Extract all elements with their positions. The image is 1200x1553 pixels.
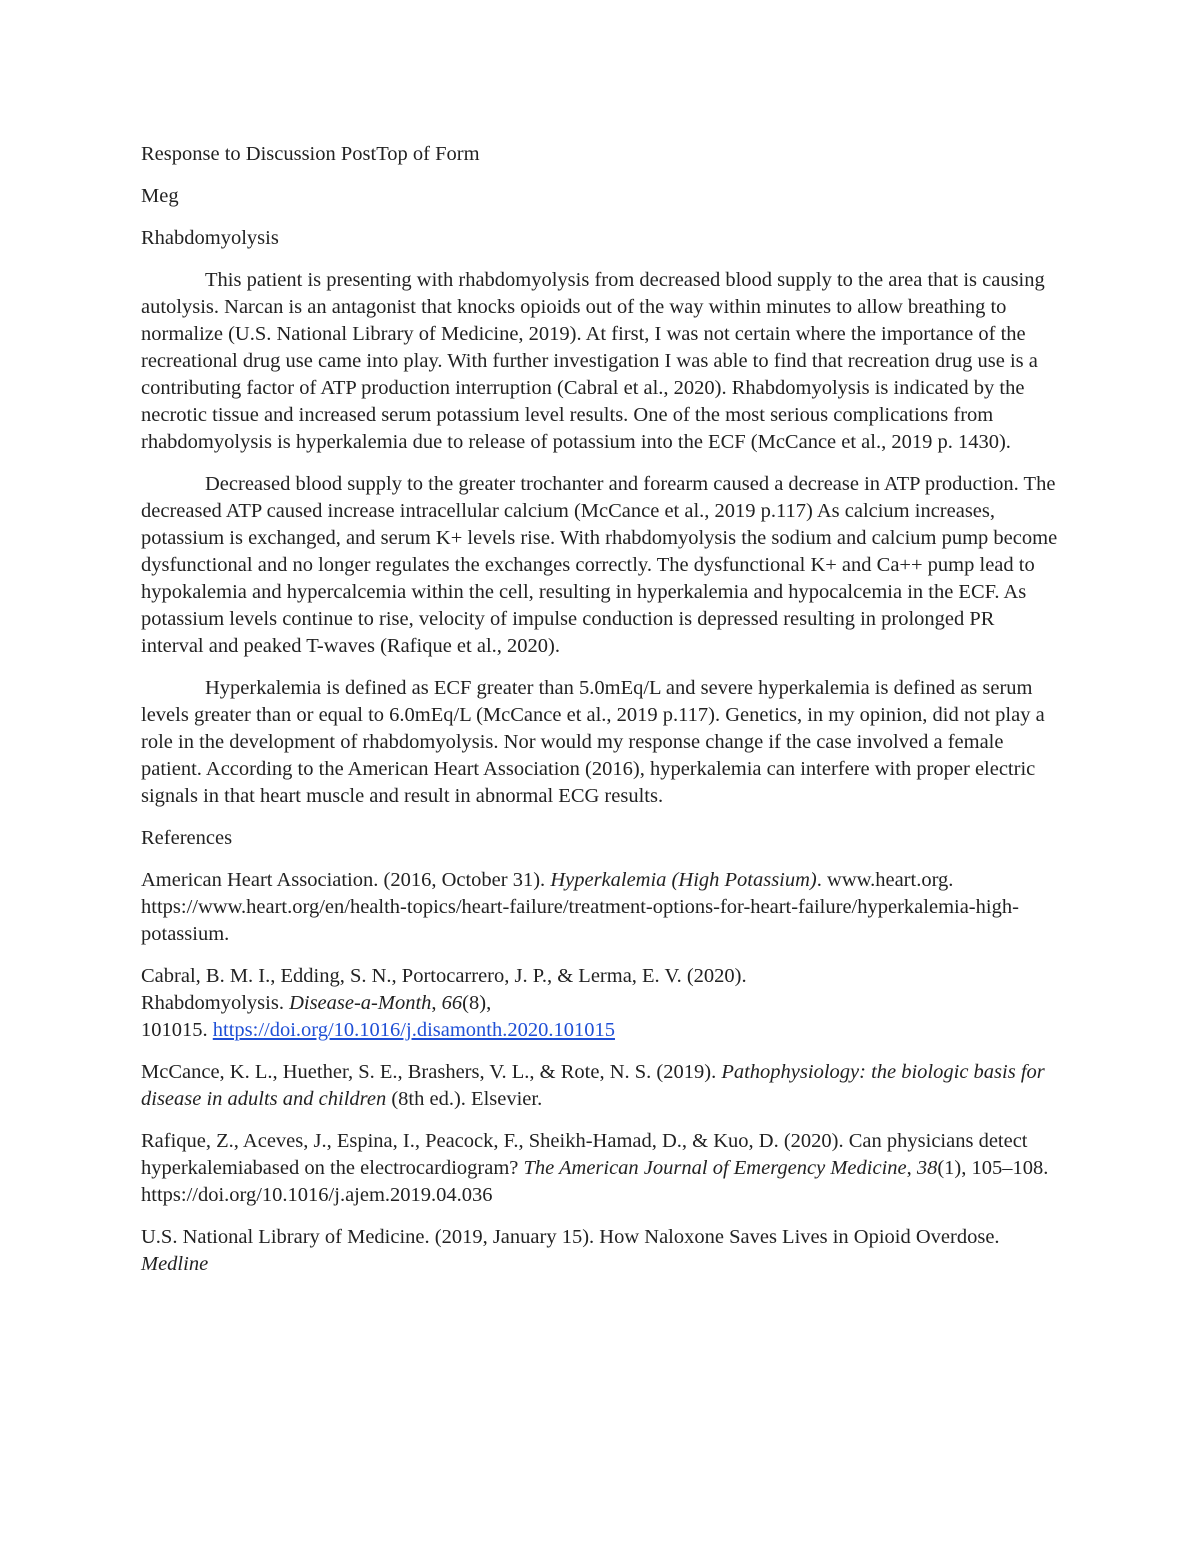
reference-cabral-journal: Disease-a-Month [289,992,432,1014]
reference-aha-authors: American Heart Association. (2016, October 31). [141,869,551,891]
reference-cabral-doi-link[interactable]: https://doi.org/10.1016/j.disamonth.2020.101015 [212,1019,615,1041]
reference-cabral-issue: (8), [462,992,492,1014]
body-paragraph-1: This patient is presenting with rhabdomyolysis from decreased blood supply to the area that is causing autolysis. Narcan is an antagonist that knocks opioids out of the way within minutes to allow breathing to normalize (U.S. National Library of Medicine, 2019). At first, I was not certain where the importance of the recreational drug use came into play. With further investigation I was able to find that recreation drug use is a contributing factor of ATP production interruption (Cabral et al., 2020). Rhabdomyolysis is indicated by the necrotic tissue and increased serum potassium level results. One of the most serious complications from rhabdomyolysis is hyperkalemia due to release of potassium into the ECF (McCance et al., 2019 p. 1430). [141,269,1045,453]
reference-cabral [141,963,1059,1044]
reference-mccance [141,1059,1059,1113]
document-page [141,141,1059,1293]
document-heading: Response to Discussion PostTop of Form [141,143,480,165]
topic-title: Rhabdomyolysis [141,227,279,249]
reference-mccance-authors: McCance, K. L., Huether, S. E., Brashers, V. L., & Rote, N. S. (2019). [141,1061,722,1083]
body-paragraph-2: Decreased blood supply to the greater trochanter and forearm caused a decrease in ATP production. The decreased ATP caused increase intracellular calcium (McCance et al., 2019 p.117) As calcium increases, potassium is exchanged, and serum K+ levels rise. With rhabdomyolysis the sodium and calcium pump become dysfunctional and no longer regulates the exchanges correctly. The dysfunctional K+ and Ca++ pump lead to hypokalemia and hypercalcemia within the cell, resulting in hyperkalemia and hypocalcemia in the ECF. As potassium levels continue to rise, velocity of impulse conduction is depressed resulting in prolonged PR interval and peaked T-waves (Rafique et al., 2020). [141,473,1058,657]
reference-cabral-volume: 66 [441,992,463,1014]
reference-rafique-volume: 38 [916,1157,938,1179]
reference-cabral-page: 101015. [141,1019,213,1041]
reference-aha [141,867,1059,948]
reference-mccance-title: Pathophysiology: the biologic basis for disease in adults and children [141,1061,1045,1110]
reference-mccance-publisher: (8th ed.). Elsevier. [386,1088,543,1110]
reference-rafique-journal: The American Journal of Emergency Medicine [523,1157,907,1179]
reference-nlm-journal: Medline [141,1253,209,1275]
reference-rafique-details: (1), 105–108. https://doi.org/10.1016/j.ajem.2019.04.036 [141,1157,1049,1206]
reference-cabral-authors: Cabral, B. M. I., Edding, S. N., Portocarrero, J. P., & Lerma, E. V. (2020). [141,965,747,987]
reference-rafique [141,1128,1059,1209]
reference-nlm-authors: U.S. National Library of Medicine. (2019, January 15). How Naloxone Saves Lives in Opioid Overdose. [141,1226,1000,1248]
references-heading: References [141,827,233,849]
reference-aha-title: Hyperkalemia (High Potassium) [550,869,817,891]
reference-rafique-authors: Rafique, Z., Aceves, J., Espina, I., Peacock, F., Sheikh-Hamad, D., & Kuo, D. (2020). Can physicians detect hyperkalemiabased on the electrocardiogram? [141,1130,1028,1179]
reference-cabral-title: Rhabdomyolysis. [141,992,290,1014]
reference-rafique-separator: , [906,1157,917,1179]
reference-nlm [141,1224,1059,1278]
reference-cabral-separator: , [431,992,442,1014]
author-name: Meg [141,185,179,207]
reference-aha-source: . www.heart.org. https://www.heart.org/en/health-topics/heart-failure/treatment-options-for-heart-failure/hyperkalemia-high-potassium. [141,869,1019,945]
body-paragraph-3: Hyperkalemia is defined as ECF greater than 5.0mEq/L and severe hyperkalemia is defined as serum levels greater than or equal to 6.0mEq/L (McCance et al., 2019 p.117). Genetics, in my opinion, did not play a role in the development of rhabdomyolysis. Nor would my response change if the case involved a female patient. According to the American Heart Association (2016), hyperkalemia can interfere with proper electric signals in that heart muscle and result in abnormal ECG results. [141,677,1045,807]
